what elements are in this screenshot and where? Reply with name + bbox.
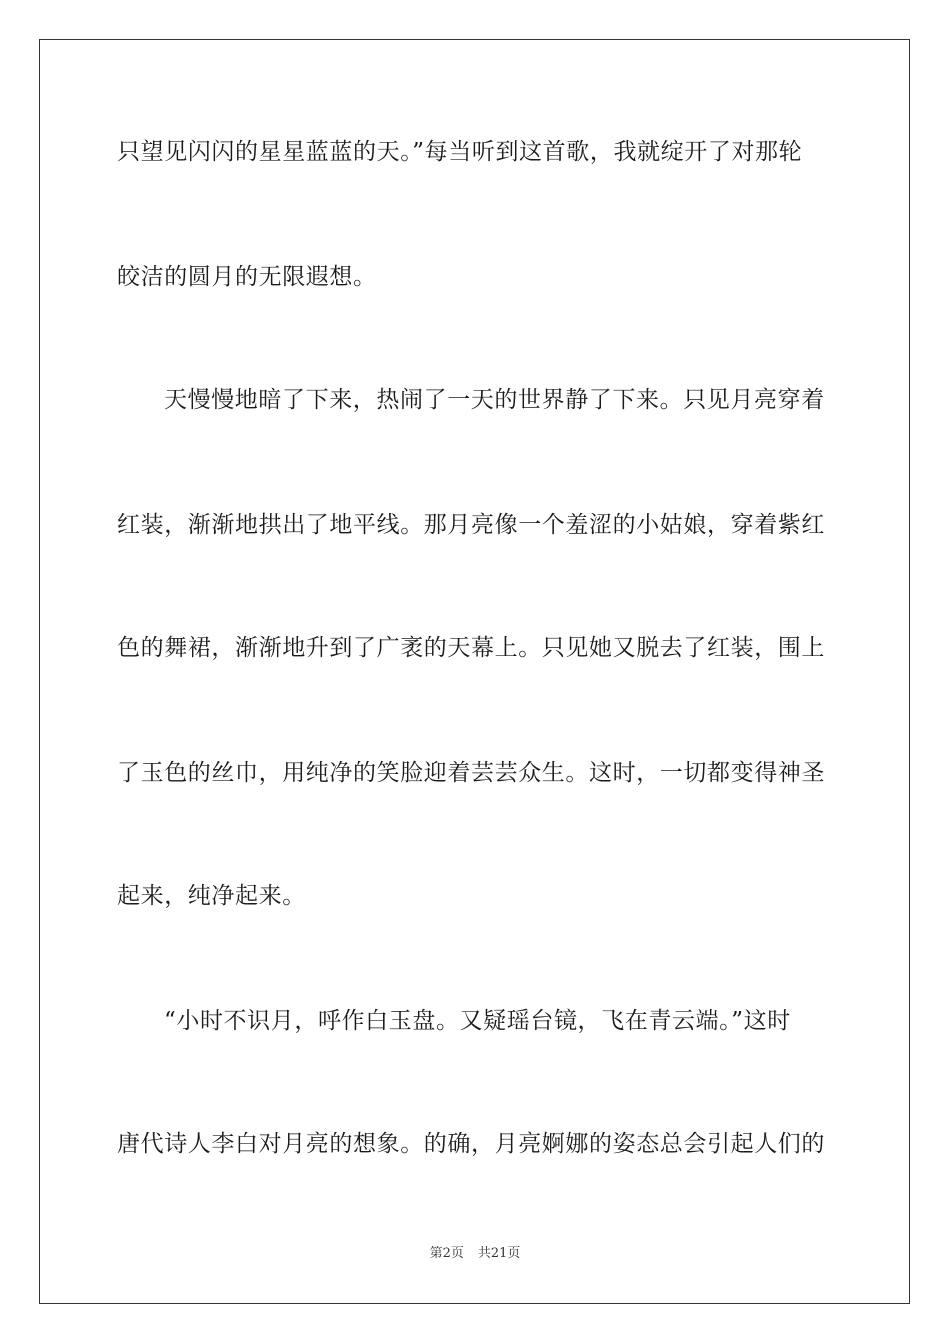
text-line-6: 了玉色的丝巾，用纯净的笑脸迎着芸芸众生。这时，一切都变得神圣	[117, 760, 825, 786]
page-border	[39, 39, 910, 1304]
text-line-5: 色的舞裙，渐渐地升到了广袤的天幕上。只见她又脱去了红装，围上	[117, 635, 825, 661]
text-line-9: 唐代诗人李白对月亮的想象。的确，月亮婀娜的姿态总会引起人们的	[117, 1131, 825, 1157]
total-pages: 共21页	[477, 1246, 521, 1261]
text-line-4: 红装，渐渐地拱出了地平线。那月亮像一个羞涩的小姑娘，穿着紫红	[117, 512, 825, 538]
text-line-2: 皎洁的圆月的无限遐想。	[117, 264, 377, 290]
text-line-1: 只望见闪闪的星星蓝蓝的天。”每当听到这首歌，我就绽开了对那轮	[117, 139, 803, 165]
text-line-3: 天慢慢地暗了下来，热闹了一天的世界静了下来。只见月亮穿着	[164, 387, 825, 413]
text-line-8: “小时不识月，呼作白玉盘。又疑瑶台镜，飞在青云端。”这时	[164, 1008, 791, 1034]
page-number: 第2页	[429, 1246, 464, 1261]
page-footer	[0, 1245, 950, 1263]
text-line-7: 起来，纯净起来。	[117, 883, 306, 909]
